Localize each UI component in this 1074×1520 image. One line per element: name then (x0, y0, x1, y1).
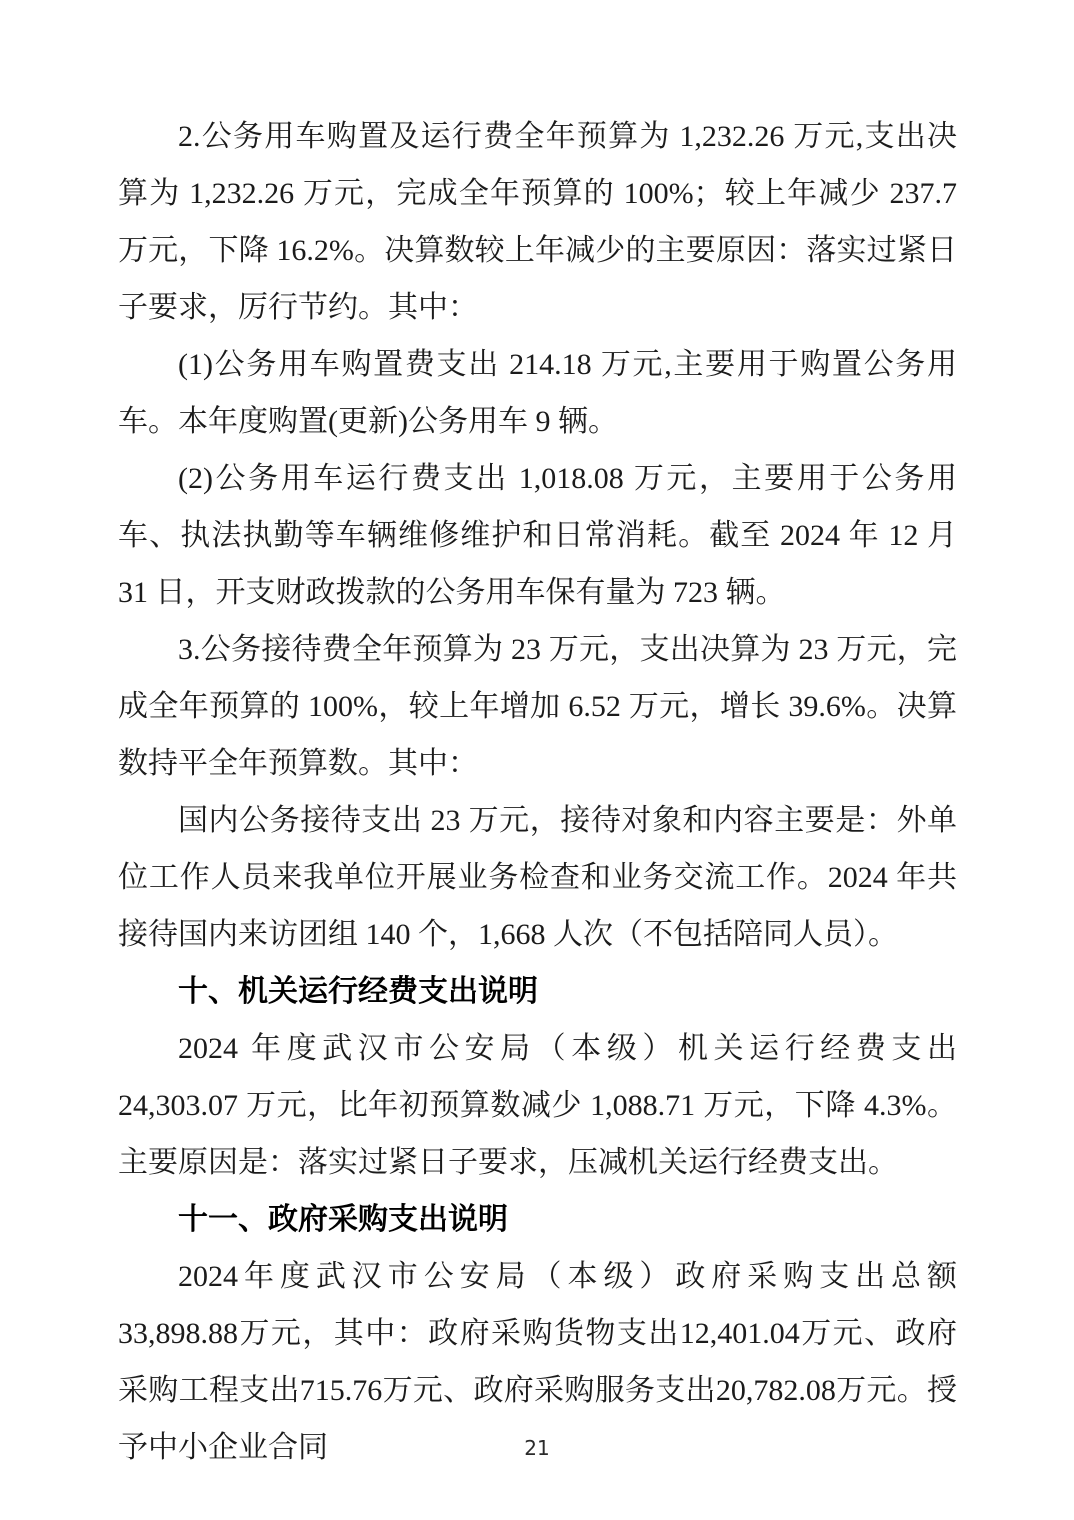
para-domestic-reception-detail: 国内公务接待支出 23 万元，接待对象和内容主要是：外单位工作人员来我单位开展业务检查和业务交流工作。2024 年共接待国内来访团组 140 个，1,668 人次（不包括陪同人员）。 (118, 804, 957, 951)
para-vehicle-purchase-expense: (1)公务用车购置费支出 214.18 万元,主要用于购置公务用车。本年度购置(更新)公务用车 9 辆。 (118, 348, 957, 438)
heading-section-11-government-procurement: 十一、政府采购支出说明 (178, 1203, 508, 1236)
para-official-reception-budget: 3.公务接待费全年预算为 23 万元，支出决算为 23 万元，完成全年预算的 100%，较上年增加 6.52 万元，增长 39.6%。决算数持平全年预算数。其中： (118, 633, 957, 780)
page-number: 21 (524, 1436, 550, 1460)
document-content (118, 108, 957, 1476)
heading-section-10-agency-operating-cost: 十、机关运行经费支出说明 (178, 975, 538, 1008)
para-vehicle-operation-expense: (2)公务用车运行费支出 1,018.08 万元，主要用于公务用车、执法执勤等车辆维修维护和日常消耗。截至 2024 年 12 月 31 日，开支财政拨款的公务用车保有量为 723 辆。 (118, 462, 957, 609)
para-government-procurement: 2024年度武汉市公安局（本级）政府采购支出总额33,898.88万元，其中：政府采购货物支出12,401.04万元、政府采购工程支出715.76万元、政府采购服务支出20,782.08万元。授予中小企业合同 (118, 1260, 957, 1464)
para-official-vehicle-budget: 2.公务用车购置及运行费全年预算为 1,232.26 万元,支出决算为 1,232.26 万元，完成全年预算的 100%；较上年减少 237.7 万元，下降 16.2%。决算数较上年减少的主要原因：落实过紧日子要求，厉行节约。其中： (118, 120, 957, 324)
para-agency-operating-cost: 2024 年度武汉市公安局（本级）机关运行经费支出 24,303.07 万元，比年初预算数减少 1,088.71 万元，下降 4.3%。主要原因是：落实过紧日子要求，压减机关运行经费支出。 (118, 1032, 957, 1179)
